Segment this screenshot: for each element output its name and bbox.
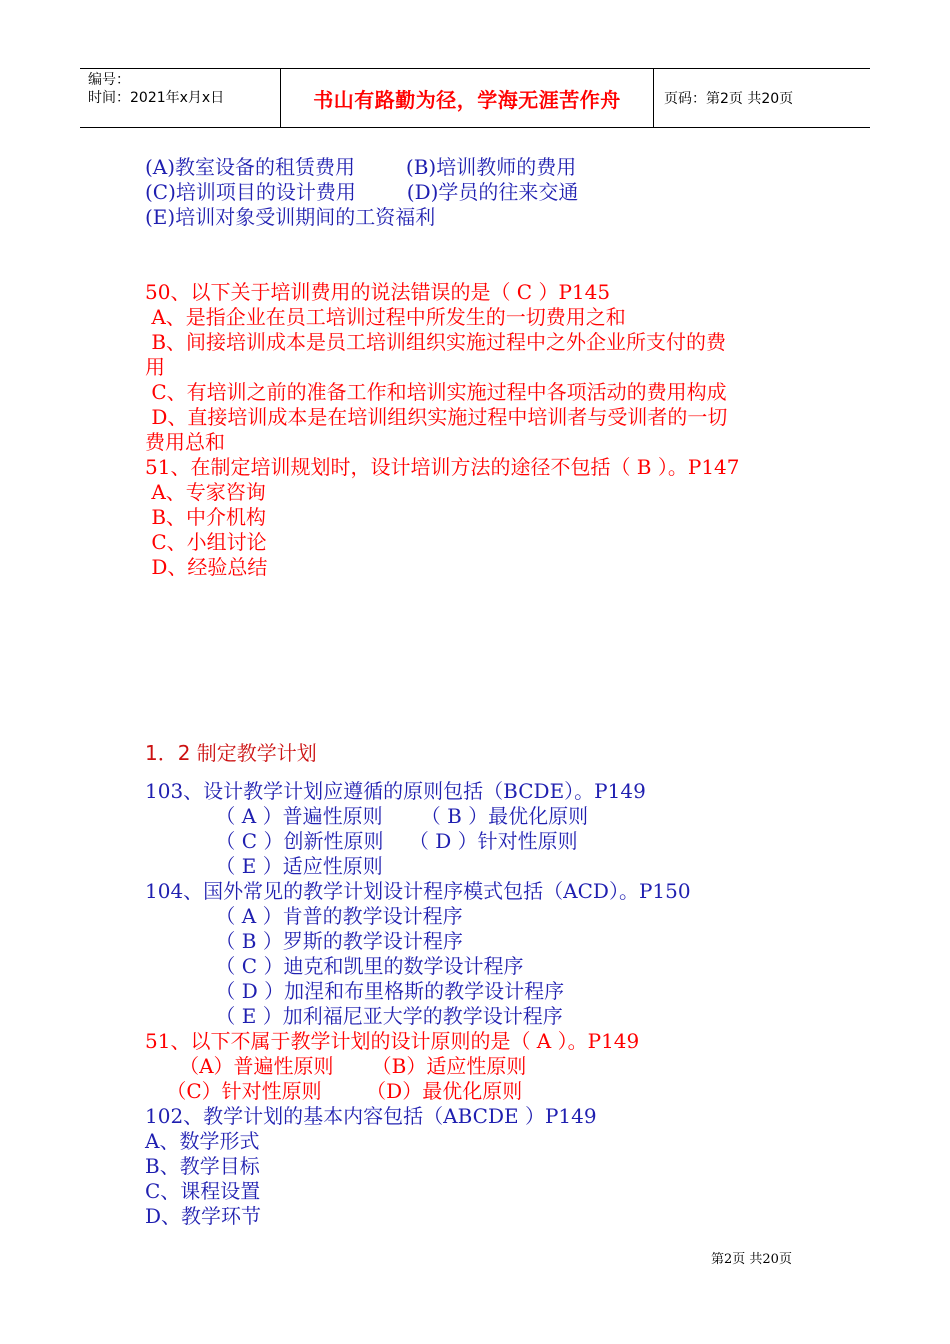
question-51b: 51、以下不属于教学计划的设计原则的是（ A ）。P149 [145, 1029, 640, 1053]
option-line: A、数学形式 [145, 1129, 260, 1153]
option-line: （ B ）罗斯的教学设计程序 [190, 929, 463, 953]
option-line: （ C ）创新性原则 （ D ）针对性原则 [190, 829, 578, 853]
option-line: A、专家咨询 [145, 480, 266, 504]
page-footer: 第2页 共20页 [711, 1252, 792, 1267]
option-line: (C)培训项目的设计费用 (D)学员的往来交通 [145, 180, 579, 204]
code-label: 编号： [88, 72, 130, 88]
option-line: B、中介机构 [145, 505, 267, 529]
option-line: B、教学目标 [145, 1154, 260, 1178]
option-line: （ E ）适应性原则 [190, 854, 383, 878]
option-line: C、课程设置 [145, 1179, 261, 1203]
question-50: 50、以下关于培训费用的说法错误的是（ C ）P145 [145, 280, 611, 304]
option-line: 费用总和 [145, 430, 225, 454]
option-line: （C）针对性原则 （D）最优化原则 [160, 1079, 523, 1103]
section-heading: 1．2 制定教学计划 [145, 741, 317, 765]
option-line: （A）普遍性原则 （B）适应性原则 [160, 1054, 527, 1078]
motto: 书山有路勤为径，学海无涯苦作舟 [281, 69, 654, 127]
option-line: （ D ）加涅和布里格斯的教学设计程序 [190, 979, 565, 1003]
option-line: （ C ）迪克和凯里的数学设计程序 [190, 954, 524, 978]
option-line: （ A ）肯普的教学设计程序 [190, 904, 463, 928]
option-line: D、教学环节 [145, 1204, 262, 1228]
option-line: 用 [145, 355, 165, 379]
option-line: (E)培训对象受训期间的工资福利 [145, 205, 436, 229]
option-line: A、是指企业在员工培训过程中所发生的一切费用之和 [145, 305, 626, 329]
option-line: C、小组讨论 [145, 530, 267, 554]
option-line: B、间接培训成本是员工培训组织实施过程中之外企业所支付的费 [145, 330, 727, 354]
option-line: （ E ）加利福尼亚大学的教学设计程序 [190, 1004, 563, 1028]
time-label: 时间：2021年x月x日 [88, 90, 225, 106]
question-102: 102、教学计划的基本内容包括（ABCDE ）P149 [145, 1104, 597, 1128]
option-line: C、有培训之前的准备工作和培训实施过程中各项活动的费用构成 [145, 380, 727, 404]
option-line: D、直接培训成本是在培训组织实施过程中培训者与受训者的一切 [145, 405, 728, 429]
question-104: 104、国外常见的教学计划设计程序模式包括（ACD）。P150 [145, 879, 691, 903]
option-line: （ A ）普遍性原则 （ B ）最优化原则 [190, 804, 589, 828]
option-line: D、经验总结 [145, 555, 268, 579]
page-number-label: 页码：第2页 共20页 [664, 91, 794, 107]
question-103: 103、设计教学计划应遵循的原则包括（BCDE）。P149 [145, 779, 646, 803]
option-line: (A)教室设备的租赁费用 (B)培训教师的费用 [145, 155, 577, 179]
question-51: 51、在制定培训规划时，设计培训方法的途径不包括（ B ）。P147 [145, 455, 740, 479]
